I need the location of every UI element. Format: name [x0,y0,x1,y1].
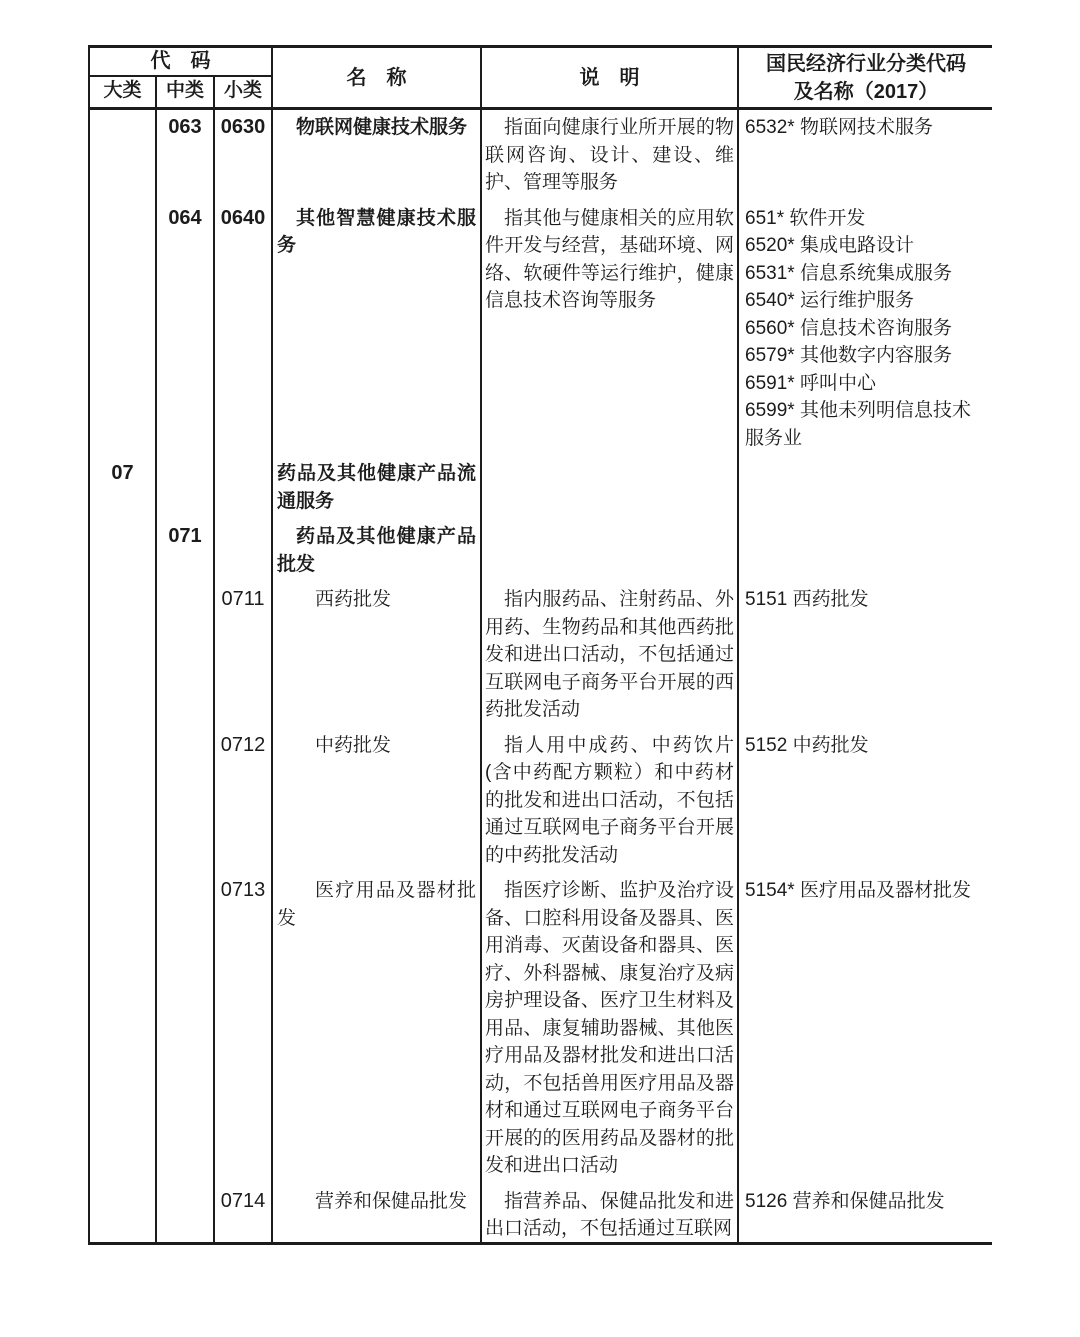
cell-minor-code [214,456,272,519]
industry-code-line: 6520* 集成电路设计 [745,235,914,256]
table-row [89,201,992,457]
cell-major-code: 07 [89,456,156,519]
table-row [89,456,992,519]
cell-industry-codes [738,728,992,874]
cell-major-code [89,1184,156,1246]
cell-middle-code [156,728,214,874]
table-row [89,728,992,874]
cell-industry-codes [738,201,992,457]
industry-code-line: 5152 中药批发 [745,734,869,756]
industry-code-line: 6579* 其他数字内容服务 [745,345,952,366]
cell-industry-codes [738,873,992,1184]
cell-minor-code: 0640 [214,201,272,457]
industry-code-line: 6531* 信息系统集成服务 [745,262,952,284]
header-industry-line2: 及名称（2017） [793,80,939,103]
header-industry-line1: 国民经济行业分类代码 [766,52,967,75]
cell-middle-code: 063 [156,109,214,201]
header-col-middle: 中类 [156,76,214,109]
cell-description [481,519,738,582]
header-col-desc: 说 明 [481,47,738,109]
industry-code-line: 6599* 其他未列明信息技术服务业 [745,400,971,449]
cell-name: 其他智慧健康技术服务 [272,201,481,457]
header-row-1 [89,47,992,76]
table-row [89,1184,992,1246]
cell-industry-codes [738,582,992,728]
industry-code-line: 6532* 物联网技术服务 [745,117,933,138]
table-body [89,109,992,1246]
cell-minor-code: 0712 [214,728,272,874]
cell-name: 物联网健康技术服务 [272,109,481,201]
cell-name: 营养和保健品批发 [272,1184,481,1246]
industry-code-line: 6591* 呼叫中心 [745,372,876,394]
industry-code-line: 5154* 医疗用品及器材批发 [745,880,971,901]
table-header [89,47,992,109]
cell-description: 指营养品、保健品批发和进出口活动，不包括通过互联网 [481,1184,738,1246]
table-row [89,109,992,201]
cell-major-code [89,201,156,457]
header-col-name: 名 称 [272,47,481,109]
cell-description: 指面向健康行业所开展的物联网咨询、设计、建设、维护、管理等服务 [481,109,738,201]
header-col-minor: 小类 [214,76,272,109]
industry-code-line: 6560* 信息技术咨询服务 [745,317,952,339]
cell-description: 指其他与健康相关的应用软件开发与经营，基础环境、网络、软硬件等运行维护，健康信息技术咨询等服务 [481,201,738,457]
cell-description: 指内服药品、注射药品、外用药、生物药品和其他西药批发和进出口活动，不包括通过互联网电子商务平台开展的西药批发活动 [481,582,738,728]
cell-middle-code: 064 [156,201,214,457]
cell-major-code [89,873,156,1184]
cell-major-code [89,728,156,874]
cell-minor-code [214,519,272,582]
cell-name: 药品及其他健康产品批发 [272,519,481,582]
header-code-group: 代 码 [89,47,272,76]
cell-industry-codes [738,109,992,201]
cell-minor-code: 0714 [214,1184,272,1246]
industry-code-line: 651* 软件开发 [745,207,866,229]
cell-industry-codes [738,456,992,519]
cell-major-code [89,519,156,582]
cell-middle-code [156,873,214,1184]
industry-code-line: 5126 营养和保健品批发 [745,1190,945,1212]
cell-minor-code: 0713 [214,873,272,1184]
cell-middle-code [156,1184,214,1246]
cell-description: 指人用中成药、中药饮片(含中药配方颗粒）和中药材的批发和进出口活动，不包括通过互联网电子商务平台开展的中药批发活动 [481,728,738,874]
cell-middle-code [156,456,214,519]
cell-minor-code: 0630 [214,109,272,201]
table-row [89,519,992,582]
table-row [89,873,992,1184]
header-col-industry [738,47,992,109]
cell-name: 中药批发 [272,728,481,874]
cell-major-code [89,109,156,201]
cell-middle-code [156,582,214,728]
cell-description [481,456,738,519]
cell-middle-code: 071 [156,519,214,582]
cell-description: 指医疗诊断、监护及治疗设备、口腔科用设备及器具、医用消毒、灭菌设备和器具、医疗、外科器械、康复治疗及病房护理设备、医疗卫生材料及用品、康复辅助器械、其他医疗用品及器材批发和进出口活动，不包括兽用医疗用品及器材和通过互联网电子商务平台开展的的医用药品及器材的批发和进出口活动 [481,873,738,1184]
industry-code-line: 5151 西药批发 [745,589,869,610]
industry-code-line: 6540* 运行维护服务 [745,290,914,311]
cell-major-code [89,582,156,728]
header-col-major: 大类 [89,76,156,109]
cell-industry-codes [738,1184,992,1246]
cell-name: 药品及其他健康产品流通服务 [272,456,481,519]
cell-name: 西药批发 [272,582,481,728]
cell-industry-codes [738,519,992,582]
table-row [89,582,992,728]
code-table [88,45,992,1245]
classification-table [88,45,992,1245]
cell-minor-code: 0711 [214,582,272,728]
cell-name: 医疗用品及器材批发 [272,873,481,1184]
